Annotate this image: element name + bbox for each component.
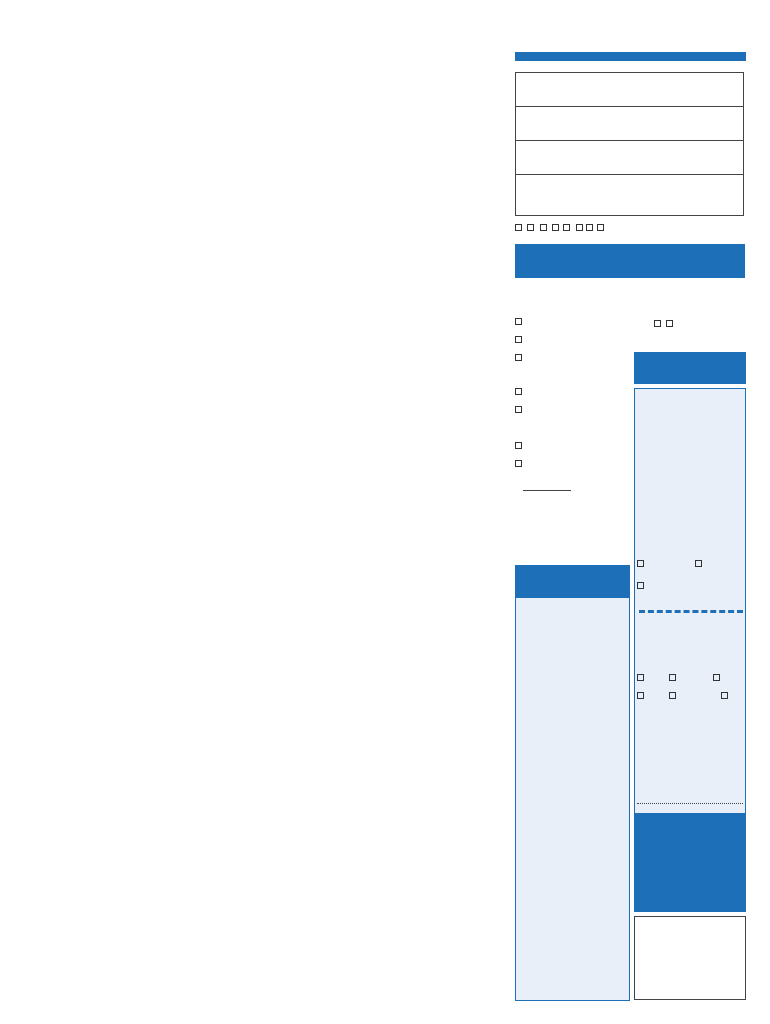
header-bar (515, 52, 746, 61)
payment-panel (634, 388, 746, 814)
checkbox-icon (515, 354, 522, 361)
checkbox-icon (515, 406, 522, 413)
checkbox-icon (515, 388, 522, 395)
name-line[interactable] (523, 490, 571, 491)
category-ems[interactable] (563, 223, 572, 232)
checkbox-icon (669, 692, 676, 699)
invoice-option[interactable] (695, 558, 704, 568)
mema-meeting-option[interactable] (654, 320, 663, 327)
category-fire[interactable] (576, 223, 585, 232)
checkbox-icon (515, 318, 522, 325)
checkbox-icon (515, 336, 522, 343)
tuesday-morning-grid (516, 699, 629, 839)
fee-row[interactable] (515, 336, 524, 343)
checkbox-icon (713, 674, 720, 681)
category-lepc[interactable] (586, 223, 595, 232)
office-use-box (634, 916, 746, 1000)
checkbox-icon (515, 460, 522, 467)
section-divider (639, 610, 743, 613)
card-option-amex[interactable] (669, 691, 678, 700)
category-other[interactable] (597, 223, 606, 232)
category-row (515, 223, 745, 232)
card-option-mastercard[interactable] (669, 673, 678, 682)
checkbox-icon (637, 674, 644, 681)
checkbox-icon (515, 442, 522, 449)
card-option-corp[interactable] (721, 691, 730, 700)
name-field-row[interactable] (515, 72, 744, 106)
notice-box (634, 814, 746, 912)
checkbox-icon (666, 320, 673, 327)
checkbox-icon (576, 224, 583, 231)
fee-row[interactable] (515, 406, 524, 413)
checkbox-icon (586, 224, 593, 231)
checkbox-icon (637, 692, 644, 699)
category-le[interactable] (540, 223, 549, 232)
deadline-banner (634, 352, 746, 384)
workshop-banner (516, 566, 629, 598)
checkbox-icon (552, 224, 559, 231)
checkbox-icon (527, 224, 534, 231)
tuesday-afternoon-grid (516, 860, 629, 1000)
check-enclosed-option[interactable] (637, 558, 646, 568)
category-em[interactable] (552, 223, 561, 232)
serc-meeting-option[interactable] (666, 320, 675, 327)
checkbox-icon (654, 320, 661, 327)
fees-banner (515, 244, 745, 278)
special-meeting-options (654, 320, 675, 327)
checkbox-icon (563, 224, 570, 231)
checkbox-icon (540, 224, 547, 231)
fee-row[interactable] (515, 318, 524, 325)
checkbox-icon (637, 560, 644, 567)
card-option-discovery[interactable] (637, 691, 646, 700)
po-field[interactable] (637, 581, 646, 590)
category-private[interactable] (527, 223, 536, 232)
fee-row[interactable] (515, 354, 524, 361)
printed-name-line[interactable] (637, 803, 743, 804)
spouse-row[interactable] (515, 460, 524, 467)
spouse-row[interactable] (515, 442, 524, 449)
checkbox-icon (515, 224, 522, 231)
fee-table (515, 282, 635, 582)
card-option-personal[interactable] (713, 673, 722, 682)
organization-field-row[interactable] (515, 106, 744, 140)
checkbox-icon (721, 692, 728, 699)
checkbox-icon (597, 224, 604, 231)
workshop-panel (515, 565, 630, 1001)
category-public[interactable] (515, 223, 524, 232)
fee-row[interactable] (515, 388, 524, 395)
checkbox-icon (669, 674, 676, 681)
address-field-row[interactable] (515, 140, 744, 174)
checkbox-icon (637, 582, 644, 589)
card-option-visa[interactable] (637, 673, 646, 682)
checkbox-icon (695, 560, 702, 567)
phone-field-row[interactable] (515, 174, 744, 216)
